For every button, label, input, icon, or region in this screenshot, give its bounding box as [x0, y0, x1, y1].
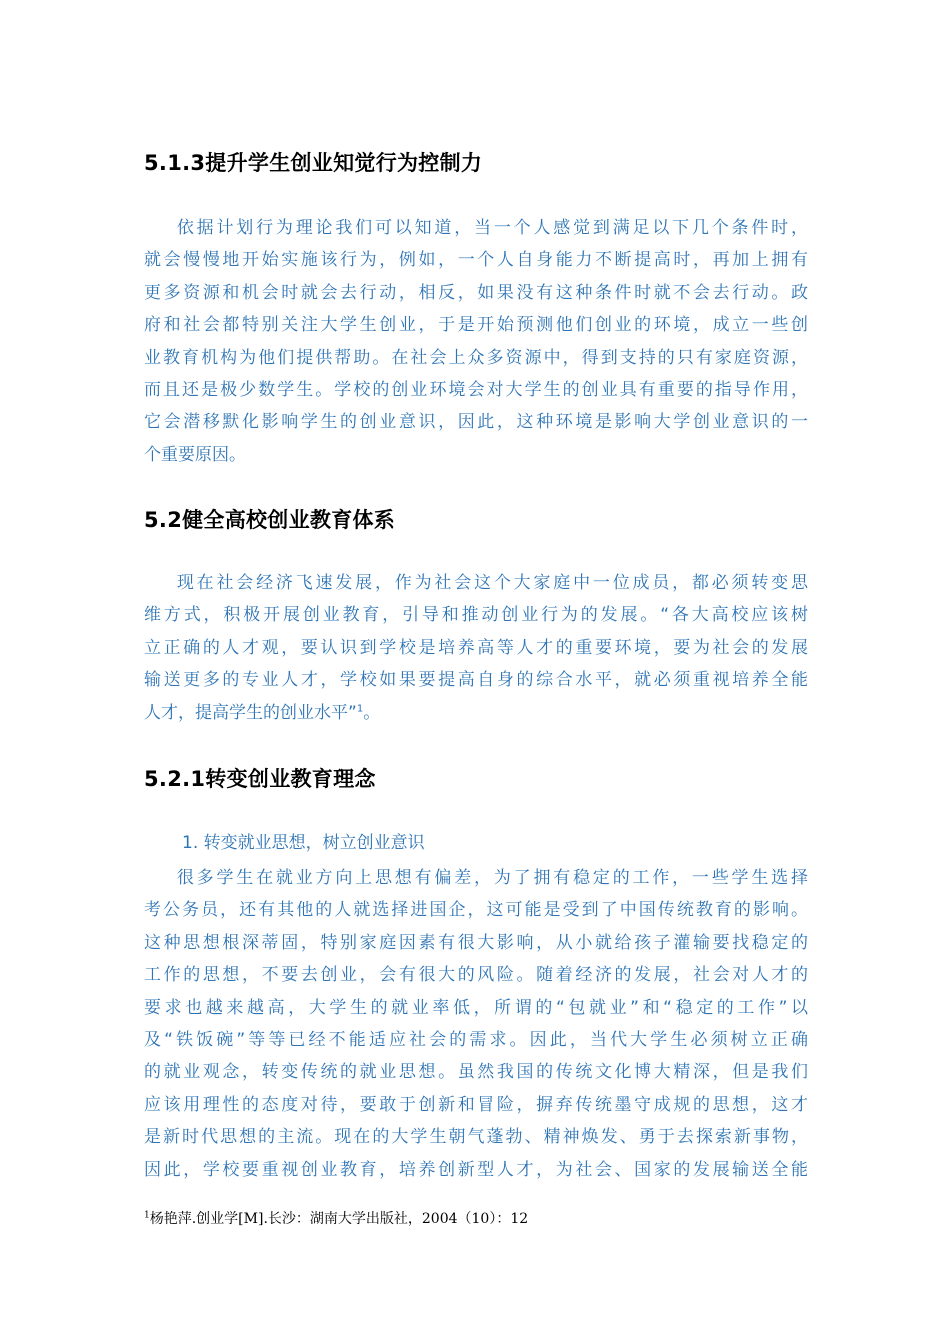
paragraph-line: 业教育机构为他们提供帮助。在社会上众多资源中，得到支持的只有家庭资源，: [144, 347, 808, 368]
paragraph-line: 工作的思想，不要去创业，会有很大的风险。随着经济的发展，社会对人才的: [144, 965, 808, 986]
paragraph-line: 更多资源和机会时就会去行动，相反，如果没有这种条件时就不会去行动。政: [144, 282, 808, 303]
paragraph-line: 及“铁饭碗”等等已经不能适应社会的需求。因此，当代大学生必须树立正确: [144, 1030, 808, 1051]
footnote-reference[interactable]: 1: [356, 702, 364, 714]
paragraph-line: 个重要原因。: [144, 444, 246, 465]
paragraph-5-2-1: [144, 862, 808, 1186]
paragraph-line: 应该用理性的态度对待，要敢于创新和冒险，摒弃传统墨守成规的思想，这才: [144, 1094, 808, 1115]
paragraph-line-text: 人才，提高学生的创业水平”: [144, 702, 357, 723]
paragraph-line: 这种思想根深蒂固，特别家庭因素有很大影响，从小就给孩子灌输要找稳定的: [144, 932, 808, 953]
paragraph-line: 现在社会经济飞速发展，作为社会这个大家庭中一位成员，都必须转变思: [144, 573, 808, 593]
paragraph-line: [144, 697, 808, 729]
footnote: [144, 1208, 528, 1230]
paragraph-line: 维方式，积极开展创业教育，引导和推动创业行为的发展。“各大高校应该树: [144, 605, 808, 626]
paragraph-line: 的就业观念，转变传统的就业思想。虽然我国的传统文化博大精深，但是我们: [144, 1062, 808, 1083]
paragraph-line: 而且还是极少数学生。学校的创业环境会对大学生的创业具有重要的指导作用，: [144, 380, 808, 401]
paragraph-line: 因此，学校要重视创业教育，培养创新型人才，为社会、国家的发展输送全能: [144, 1159, 808, 1180]
paragraph-line: 依据计划行为理论我们可以知道，当一个人感觉到满足以下几个条件时，: [144, 218, 808, 238]
paragraph-line: 考公务员，还有其他的人就选择进国企，这可能是受到了中国传统教育的影响。: [144, 900, 808, 921]
paragraph-line-end: 。: [363, 702, 381, 723]
paragraph-line: 它会潜移默化影响学生的创业意识，因此，这种环境是影响大学创业意识的一: [144, 412, 808, 433]
paragraph-line: 要求也越来越高，大学生的就业率低，所谓的“包就业”和“稳定的工作”以: [144, 997, 808, 1018]
paragraph-5-1-3: [144, 212, 808, 471]
paragraph-5-2: [144, 567, 808, 729]
paragraph-line: 很多学生在就业方向上思想有偏差，为了拥有稳定的工作，一些学生选择: [144, 868, 808, 888]
section-heading-5-2-1: 5.2.1转变创业教育理念: [144, 767, 376, 791]
section-heading-5-1-3: 5.1.3提升学生创业知觉行为控制力: [144, 151, 483, 175]
section-heading-5-2: 5.2健全高校创业教育体系: [144, 508, 396, 532]
paragraph-line: 输送更多的专业人才，学校如果要提高自身的综合水平，就必须重视培养全能: [144, 670, 808, 691]
paragraph-line: 是新时代思想的主流。现在的大学生朝气蓬勃、精神焕发、勇于去探索新事物，: [144, 1127, 808, 1148]
paragraph-line: 就会慢慢地开始实施该行为，例如，一个人自身能力不断提高时，再加上拥有: [144, 250, 808, 271]
footnote-marker: 1: [144, 1210, 150, 1221]
footnote-text: 杨艳萍.创业学[M].长沙：湖南大学出版社，2004（10）：12: [149, 1211, 529, 1227]
list-item-1: 1. 转变就业思想，树立创业意识: [182, 833, 425, 853]
paragraph-line: 立正确的人才观，要认识到学校是培养高等人才的重要环境，要为社会的发展: [144, 637, 808, 658]
paragraph-line: 府和社会都特别关注大学生创业，于是开始预测他们创业的环境，成立一些创: [144, 315, 808, 336]
